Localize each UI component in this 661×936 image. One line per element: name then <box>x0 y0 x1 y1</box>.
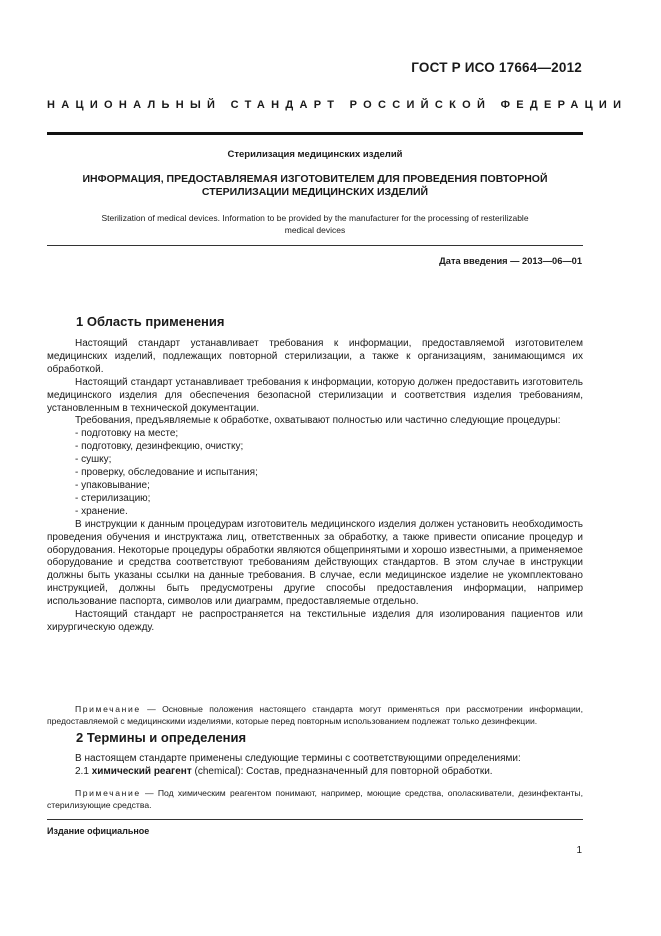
procedure-list-item: - сушку; <box>75 454 112 466</box>
procedure-list-item: - упаковывание; <box>75 479 150 491</box>
section-2-heading: 2 Термины и определения <box>76 730 247 745</box>
section-1-note <box>47 704 583 727</box>
standard-title-line-2: СТЕРИЛИЗАЦИИ МЕДИЦИНСКИХ ИЗДЕЛИЙ <box>201 186 429 198</box>
section-2-body <box>47 753 583 779</box>
term-definition <box>47 766 583 779</box>
section-2-intro: В настоящем стандарте применены следующие термины с соответствующими определениями: <box>75 753 521 764</box>
section-1-paragraph: Требования, предъявляемые к обработке, охватывают полностью или частично следующие процедуры: <box>75 415 561 427</box>
section-1-paragraph: В инструкции к данным процедурам изготовитель медицинского изделия должен установить необходимость проведения обучения и инструктажа лиц, ответственных за обработку, а также привести описание процедур и оборудования. Некоторые процедуры обработки являются общепринятыми и хорошо известными, а применяемое оборудование и средства соответствуют требованиям действующих стандартов. В этом случае в инструкции должны быть указаны ссылки на данные требования. В случае, если медицинское изделие не укомплектовано инструкцией, должны быть предусмотрены другие способы предоставления информации, например использование паспорта, символов или диаграмм, предоставляемые отдельно. <box>47 518 583 608</box>
section-2-note <box>47 788 583 811</box>
standard-code: ГОСТ Р ИСО 17664—2012 <box>411 60 582 75</box>
note-label: Примечание <box>75 704 141 714</box>
procedure-list-item: - подготовку на месте; <box>75 428 179 440</box>
header-rule <box>47 132 583 135</box>
introduction-date: Дата введения — 2013—06—01 <box>439 256 582 266</box>
title-rule <box>47 245 583 246</box>
footer-rule <box>47 819 583 820</box>
term-definition-text: (chemical): Состав, предназначенный для повторной обработки. <box>191 765 493 777</box>
procedure-list-item: - проверку, обследование и испытания; <box>75 467 258 479</box>
section-1-paragraph: Настоящий стандарт устанавливает требования к информации, которую должен предоставить изготовитель медицинского изделия для обеспечения безопасной стерилизации и соответствия изделия требованиям, установленным в технической документации. <box>47 376 583 414</box>
english-title <box>47 212 583 236</box>
term-name: химический реагент <box>91 765 192 777</box>
note-text: — Под химическим реагентом понимают, например, моющие средства, ополаскиватели, дезинфектанты, стерилизующие средства. <box>47 788 583 810</box>
procedure-list-item: - подготовку, дезинфекцию, очистку; <box>75 441 244 453</box>
english-title-line-1: Sterilization of medical devices. Information to be provided by the manufacturer for the processing of resterilizable <box>101 213 529 223</box>
official-edition-label: Издание официальное <box>47 826 150 836</box>
procedure-list-item: - хранение. <box>75 505 128 517</box>
standard-subject: Стерилизация медицинских изделий <box>227 149 403 160</box>
standard-title <box>47 173 583 199</box>
page-number: 1 <box>576 845 582 856</box>
term-number: 2.1 <box>75 765 92 777</box>
note-text: — Основные положения настоящего стандарта могут применяться при рассмотрении информации, предоставляемой с медицинскими изделиями, которые перед повторным использованием подлежат только дезинфекции. <box>47 704 583 726</box>
national-standard-banner: НАЦИОНАЛЬНЫЙ СТАНДАРТ РОССИЙСКОЙ ФЕДЕРАЦИИ <box>47 99 628 111</box>
section-1-heading: 1 Область применения <box>76 314 225 329</box>
section-1-paragraph: Настоящий стандарт устанавливает требования к информации, предоставляемой изготовителем медицинских изделий, подлежащих повторной стерилизации, а также к организациям, занимающимся их обработкой. <box>47 338 583 375</box>
english-title-line-2: medical devices <box>284 225 346 235</box>
section-1-body <box>47 338 583 635</box>
section-1-paragraph: Настоящий стандарт не распространяется на текстильные изделия для изолирования пациентов или хирургическую одежду. <box>47 609 583 633</box>
standard-title-line-1: ИНФОРМАЦИЯ, ПРЕДОСТАВЛЯЕМАЯ ИЗГОТОВИТЕЛЕМ ДЛЯ ПРОВЕДЕНИЯ ПОВТОРНОЙ <box>82 173 548 185</box>
note-label: Примечание <box>75 788 141 798</box>
procedure-list-item: - стерилизацию; <box>75 492 151 504</box>
